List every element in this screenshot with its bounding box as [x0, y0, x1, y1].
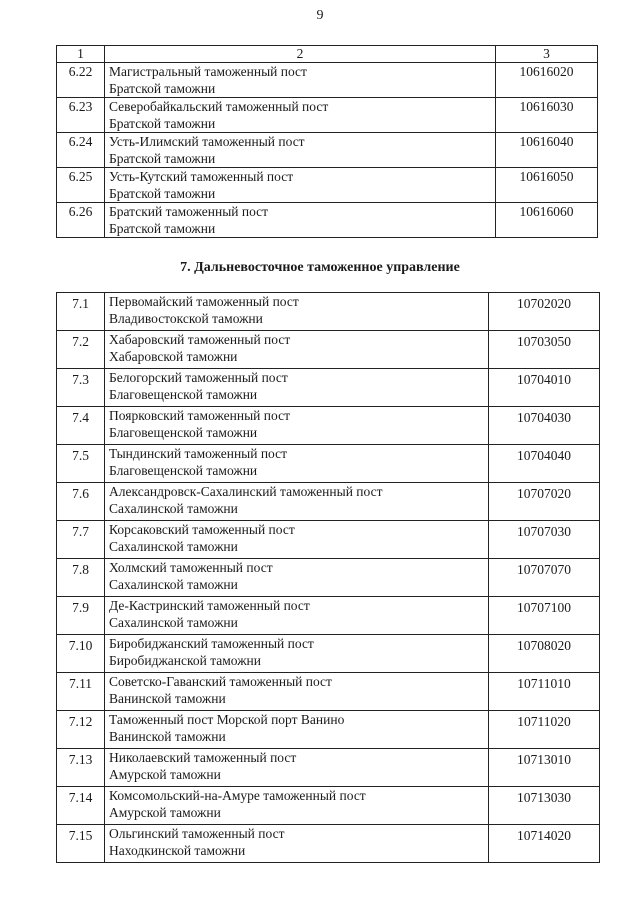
customs-post-code: 10616030: [496, 98, 598, 133]
customs-post-code: 10713010: [489, 749, 600, 787]
post-name-line: Ольгинский таможенный пост: [109, 826, 285, 841]
customs-post-name: [105, 559, 489, 597]
customs-office-name-line: Благовещенской таможни: [109, 425, 258, 440]
row-number: 7.9: [57, 597, 105, 635]
customs-post-code: 10616060: [496, 203, 598, 238]
customs-post-name: [105, 483, 489, 521]
customs-post-code: 10616020: [496, 63, 598, 98]
row-number: 7.2: [57, 331, 105, 369]
table-row: [57, 749, 600, 787]
customs-post-name: [105, 369, 489, 407]
table-row: [57, 369, 600, 407]
post-name-line: Холмский таможенный пост: [109, 560, 273, 575]
customs-post-name: [105, 711, 489, 749]
row-number: 7.13: [57, 749, 105, 787]
customs-post-code: 10704040: [489, 445, 600, 483]
customs-post-code: 10703050: [489, 331, 600, 369]
table-row: [57, 293, 600, 331]
post-name-line: Поярковский таможенный пост: [109, 408, 290, 423]
row-number: 7.7: [57, 521, 105, 559]
customs-office-name-line: Хабаровской таможни: [109, 349, 238, 364]
customs-office-name-line: Сахалинской таможни: [109, 577, 238, 592]
row-number: 6.23: [57, 98, 105, 133]
customs-post-name: [105, 635, 489, 673]
table-row: [57, 521, 600, 559]
table-row: [57, 168, 598, 203]
row-number: 7.8: [57, 559, 105, 597]
customs-post-code: 10707100: [489, 597, 600, 635]
customs-post-name: [105, 749, 489, 787]
row-number: 7.14: [57, 787, 105, 825]
customs-office-name-line: Находкинской таможни: [109, 843, 246, 858]
table-row: [57, 98, 598, 133]
customs-posts-table-continued: [56, 45, 598, 238]
customs-office-name-line: Братской таможни: [109, 221, 216, 236]
row-number: 7.6: [57, 483, 105, 521]
customs-post-code: 10704010: [489, 369, 600, 407]
customs-post-code: 10707030: [489, 521, 600, 559]
table-row: [57, 407, 600, 445]
customs-office-name-line: Братской таможни: [109, 81, 216, 96]
post-name-line: Первомайский таможенный пост: [109, 294, 299, 309]
table-row: [57, 559, 600, 597]
page-number: 9: [316, 8, 324, 23]
row-number: 6.26: [57, 203, 105, 238]
row-number: 6.25: [57, 168, 105, 203]
customs-office-name-line: Сахалинской таможни: [109, 501, 238, 516]
section-heading: 7. Дальневосточное таможенное управление: [180, 260, 460, 275]
customs-post-code: 10707070: [489, 559, 600, 597]
table-row: [57, 711, 600, 749]
customs-post-code: 10713030: [489, 787, 600, 825]
table-header-row: [57, 46, 598, 63]
customs-office-name-line: Братской таможни: [109, 116, 216, 131]
customs-post-name: [105, 521, 489, 559]
customs-post-code: 10711010: [489, 673, 600, 711]
table-row: [57, 635, 600, 673]
far-east-customs-posts-table: [56, 292, 600, 863]
column-header-number: 1: [57, 46, 105, 63]
post-name-line: Таможенный пост Морской порт Ванино: [109, 712, 345, 727]
post-name-line: Белогорский таможенный пост: [109, 370, 288, 385]
post-name-line: Комсомольский-на-Амуре таможенный пост: [109, 788, 366, 803]
customs-office-name-line: Благовещенской таможни: [109, 463, 258, 478]
row-number: 7.12: [57, 711, 105, 749]
row-number: 6.22: [57, 63, 105, 98]
customs-post-code: 10616040: [496, 133, 598, 168]
column-header-name: 2: [105, 46, 496, 63]
row-number: 7.3: [57, 369, 105, 407]
customs-office-name-line: Сахалинской таможни: [109, 615, 238, 630]
post-name-line: Тындинский таможенный пост: [109, 446, 288, 461]
customs-post-name: [105, 168, 496, 203]
row-number: 6.24: [57, 133, 105, 168]
customs-office-name-line: Биробиджанской таможни: [109, 653, 261, 668]
customs-post-name: [105, 673, 489, 711]
row-number: 7.5: [57, 445, 105, 483]
customs-post-name: [105, 597, 489, 635]
post-name-line: Де-Кастринский таможенный пост: [109, 598, 310, 613]
post-name-line: Усть-Кутский таможенный пост: [109, 169, 294, 184]
post-name-line: Корсаковский таможенный пост: [109, 522, 295, 537]
post-name-line: Магистральный таможенный пост: [109, 64, 307, 79]
post-name-line: Биробиджанский таможенный пост: [109, 636, 314, 651]
customs-post-code: 10708020: [489, 635, 600, 673]
post-name-line: Северобайкальский таможенный пост: [109, 99, 329, 114]
customs-post-name: [105, 825, 489, 863]
table-row: [57, 825, 600, 863]
row-number: 7.10: [57, 635, 105, 673]
customs-office-name-line: Амурской таможни: [109, 805, 221, 820]
customs-post-name: [105, 331, 489, 369]
table-row: [57, 203, 598, 238]
customs-office-name-line: Амурской таможни: [109, 767, 221, 782]
customs-post-code: 10702020: [489, 293, 600, 331]
customs-post-code: 10707020: [489, 483, 600, 521]
row-number: 7.1: [57, 293, 105, 331]
post-name-line: Александровск-Сахалинский таможенный пост: [109, 484, 383, 499]
table-row: [57, 483, 600, 521]
customs-office-name-line: Братской таможни: [109, 151, 216, 166]
row-number: 7.11: [57, 673, 105, 711]
post-name-line: Советско-Гаванский таможенный пост: [109, 674, 332, 689]
table-row: [57, 331, 600, 369]
customs-post-name: [105, 293, 489, 331]
table-row: [57, 133, 598, 168]
post-name-line: Усть-Илимский таможенный пост: [109, 134, 305, 149]
customs-office-name-line: Ванинской таможни: [109, 729, 226, 744]
customs-office-name-line: Владивостокской таможни: [109, 311, 263, 326]
customs-post-name: [105, 787, 489, 825]
customs-office-name-line: Ванинской таможни: [109, 691, 226, 706]
table-row: [57, 673, 600, 711]
customs-post-name: [105, 133, 496, 168]
customs-post-name: [105, 445, 489, 483]
customs-office-name-line: Сахалинской таможни: [109, 539, 238, 554]
customs-post-code: 10704030: [489, 407, 600, 445]
table-row: [57, 63, 598, 98]
customs-office-name-line: Братской таможни: [109, 186, 216, 201]
row-number: 7.4: [57, 407, 105, 445]
customs-office-name-line: Благовещенской таможни: [109, 387, 258, 402]
customs-post-name: [105, 98, 496, 133]
column-header-code: 3: [496, 46, 598, 63]
customs-post-name: [105, 407, 489, 445]
customs-post-code: 10616050: [496, 168, 598, 203]
table-row: [57, 445, 600, 483]
table-row: [57, 787, 600, 825]
row-number: 7.15: [57, 825, 105, 863]
table-row: [57, 597, 600, 635]
post-name-line: Хабаровский таможенный пост: [109, 332, 291, 347]
customs-post-code: 10714020: [489, 825, 600, 863]
post-name-line: Братский таможенный пост: [109, 204, 269, 219]
customs-post-code: 10711020: [489, 711, 600, 749]
customs-post-name: [105, 203, 496, 238]
customs-post-name: [105, 63, 496, 98]
post-name-line: Николаевский таможенный пост: [109, 750, 297, 765]
